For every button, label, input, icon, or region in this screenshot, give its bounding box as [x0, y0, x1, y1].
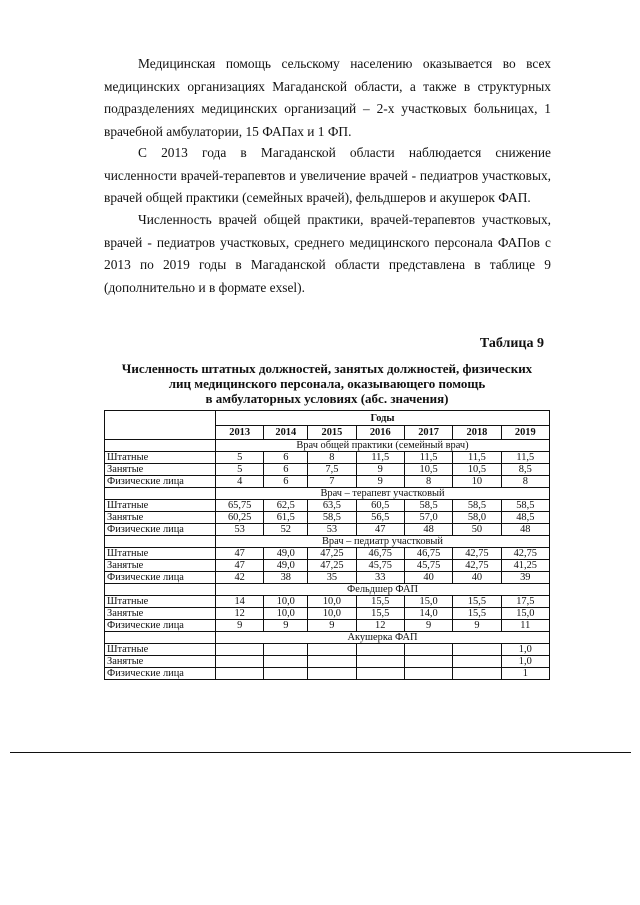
value-cell: [356, 656, 404, 668]
value-cell: 57,0: [404, 512, 452, 524]
value-cell: 45,75: [356, 560, 404, 572]
section-blank-cell: [105, 488, 216, 500]
value-cell: 15,0: [501, 608, 549, 620]
value-cell: 8,5: [501, 464, 549, 476]
table-caption-line: в амбулаторных условиях (абс. значения): [205, 391, 449, 406]
section-blank-cell: [105, 584, 216, 596]
table-data-row: [105, 464, 550, 476]
value-cell: 45,75: [404, 560, 452, 572]
row-label-cell: Физические лица: [105, 668, 216, 680]
table-data-row: [105, 560, 550, 572]
year-cell: 2013: [216, 426, 264, 440]
value-cell: 46,75: [404, 548, 452, 560]
row-label-cell: Занятые: [105, 656, 216, 668]
value-cell: 15,0: [404, 596, 452, 608]
value-cell: 47: [216, 560, 264, 572]
value-cell: [216, 644, 264, 656]
value-cell: 15,5: [453, 596, 501, 608]
value-cell: 47: [216, 548, 264, 560]
table-data-row: [105, 512, 550, 524]
value-cell: 10,0: [308, 608, 356, 620]
value-cell: 10,5: [453, 464, 501, 476]
value-cell: 12: [356, 620, 404, 632]
value-cell: 8: [404, 476, 452, 488]
table-data-row: [105, 656, 550, 668]
section-title-cell: Врач – педиатр участковый: [216, 536, 550, 548]
table-caption-line: Численность штатных должностей, занятых должностей, физических: [121, 361, 533, 376]
value-cell: [308, 644, 356, 656]
value-cell: 11,5: [453, 452, 501, 464]
row-label-cell: Занятые: [105, 608, 216, 620]
value-cell: 9: [216, 620, 264, 632]
value-cell: 40: [404, 572, 452, 584]
value-cell: 10,0: [308, 596, 356, 608]
value-cell: [453, 656, 501, 668]
table-section-row: [105, 488, 550, 500]
value-cell: [264, 668, 308, 680]
value-cell: 60,25: [216, 512, 264, 524]
table-corner-cell: [105, 411, 216, 440]
value-cell: 5: [216, 464, 264, 476]
table-data-row: [105, 548, 550, 560]
table-data-row: [105, 572, 550, 584]
value-cell: 9: [356, 464, 404, 476]
year-cell: 2016: [356, 426, 404, 440]
year-cell: 2017: [404, 426, 452, 440]
value-cell: 4: [216, 476, 264, 488]
value-cell: 47,25: [308, 548, 356, 560]
year-cell: 2019: [501, 426, 549, 440]
value-cell: 41,25: [501, 560, 549, 572]
value-cell: 58,5: [308, 512, 356, 524]
value-cell: 15,5: [356, 608, 404, 620]
value-cell: 8: [501, 476, 549, 488]
section-title-cell: Фельдшер ФАП: [216, 584, 550, 596]
years-header: Годы: [216, 411, 550, 426]
row-label-cell: Штатные: [105, 596, 216, 608]
row-label-cell: Занятые: [105, 512, 216, 524]
value-cell: 12: [216, 608, 264, 620]
section-title-cell: Врач общей практики (семейный врач): [216, 440, 550, 452]
row-label-cell: Физические лица: [105, 476, 216, 488]
value-cell: 50: [453, 524, 501, 536]
table-section-row: [105, 584, 550, 596]
paragraph-table-reference: [104, 209, 551, 299]
value-cell: 48,5: [501, 512, 549, 524]
value-cell: 49,0: [264, 548, 308, 560]
table-section-row: [105, 632, 550, 644]
value-cell: 39: [501, 572, 549, 584]
value-cell: 1,0: [501, 644, 549, 656]
paragraph-staff-trend-text: С 2013 года в Магаданской области наблюдается снижение численности врачей-терапевтов и увеличение врачей - педиатров участковых, врачей общей практики (семейных врачей), фельдшеров и акушерок ФАП.: [104, 145, 551, 206]
value-cell: 11,5: [404, 452, 452, 464]
value-cell: 58,5: [404, 500, 452, 512]
row-label-cell: Штатные: [105, 548, 216, 560]
section-blank-cell: [105, 632, 216, 644]
year-cell: 2014: [264, 426, 308, 440]
value-cell: 6: [264, 476, 308, 488]
value-cell: 63,5: [308, 500, 356, 512]
value-cell: 10,0: [264, 608, 308, 620]
value-cell: 35: [308, 572, 356, 584]
value-cell: 9: [356, 476, 404, 488]
value-cell: [264, 644, 308, 656]
value-cell: [404, 656, 452, 668]
value-cell: 9: [453, 620, 501, 632]
table-data-row: [105, 620, 550, 632]
value-cell: 42,75: [453, 548, 501, 560]
value-cell: 58,0: [453, 512, 501, 524]
value-cell: 10,5: [404, 464, 452, 476]
row-label-cell: Штатные: [105, 500, 216, 512]
value-cell: [216, 656, 264, 668]
value-cell: 53: [216, 524, 264, 536]
value-cell: 10,0: [264, 596, 308, 608]
value-cell: 53: [308, 524, 356, 536]
value-cell: [404, 668, 452, 680]
table-section-row: [105, 536, 550, 548]
value-cell: 42,75: [501, 548, 549, 560]
section-blank-cell: [105, 536, 216, 548]
value-cell: 6: [264, 452, 308, 464]
value-cell: [356, 668, 404, 680]
value-cell: 48: [501, 524, 549, 536]
value-cell: 11: [501, 620, 549, 632]
row-label-cell: Физические лица: [105, 572, 216, 584]
table-data-row: [105, 452, 550, 464]
value-cell: 9: [404, 620, 452, 632]
value-cell: 15,5: [453, 608, 501, 620]
value-cell: 58,5: [453, 500, 501, 512]
table-section-row: [105, 440, 550, 452]
table-data-row: [105, 668, 550, 680]
value-cell: 7: [308, 476, 356, 488]
table-number-label: Таблица 9: [479, 336, 544, 351]
bottom-divider: [10, 752, 631, 753]
table-data-row: [105, 608, 550, 620]
paragraph-rural-care: [104, 53, 551, 143]
value-cell: 17,5: [501, 596, 549, 608]
value-cell: [453, 668, 501, 680]
row-label-cell: Физические лица: [105, 620, 216, 632]
value-cell: 48: [404, 524, 452, 536]
value-cell: [356, 644, 404, 656]
paragraph-rural-care-text: Медицинская помощь сельскому населению оказывается во всех медицинских организациях Магаданской области, а также в структурных подразделениях медицинских организаций – 2-х участковых больницах, 1 врачебной амбулатории, 15 ФАПах и 1 ФП.: [104, 56, 551, 139]
row-label-cell: Штатные: [105, 452, 216, 464]
value-cell: 15,5: [356, 596, 404, 608]
value-cell: 14,0: [404, 608, 452, 620]
value-cell: 65,75: [216, 500, 264, 512]
table-data-row: [105, 524, 550, 536]
value-cell: 33: [356, 572, 404, 584]
table-caption: [100, 361, 554, 406]
year-cell: 2015: [308, 426, 356, 440]
section-blank-cell: [105, 440, 216, 452]
row-label-cell: Занятые: [105, 464, 216, 476]
value-cell: 1,0: [501, 656, 549, 668]
value-cell: 62,5: [264, 500, 308, 512]
table-data-row: [105, 476, 550, 488]
value-cell: [453, 644, 501, 656]
value-cell: 46,75: [356, 548, 404, 560]
value-cell: 7,5: [308, 464, 356, 476]
value-cell: 8: [308, 452, 356, 464]
table-caption-line: лиц медицинского персонала, оказывающего помощь: [168, 376, 486, 391]
paragraph-table-reference-text: Численность врачей общей практики, врачей-терапевтов участковых, врачей - педиатров участковых, среднего медицинского персонала ФАПов с 2013 по 2019 годы в Магаданской области представлена в таблице 9 (дополнительно и в формате exsel).: [104, 212, 551, 295]
value-cell: [216, 668, 264, 680]
value-cell: 1: [501, 668, 549, 680]
value-cell: 11,5: [356, 452, 404, 464]
value-cell: 6: [264, 464, 308, 476]
value-cell: 38: [264, 572, 308, 584]
value-cell: 49,0: [264, 560, 308, 572]
value-cell: 40: [453, 572, 501, 584]
value-cell: 42,75: [453, 560, 501, 572]
value-cell: 9: [308, 620, 356, 632]
table-data-row: [105, 644, 550, 656]
staffing-table: [104, 410, 550, 680]
value-cell: 11,5: [501, 452, 549, 464]
value-cell: 61,5: [264, 512, 308, 524]
value-cell: 56,5: [356, 512, 404, 524]
value-cell: 60,5: [356, 500, 404, 512]
value-cell: [308, 668, 356, 680]
value-cell: 52: [264, 524, 308, 536]
table-data-row: [105, 596, 550, 608]
value-cell: 9: [264, 620, 308, 632]
section-title-cell: Врач – терапевт участковый: [216, 488, 550, 500]
value-cell: 42: [216, 572, 264, 584]
value-cell: 14: [216, 596, 264, 608]
value-cell: [264, 656, 308, 668]
value-cell: [404, 644, 452, 656]
table-header-row: [105, 411, 550, 426]
value-cell: 58,5: [501, 500, 549, 512]
value-cell: 10: [453, 476, 501, 488]
row-label-cell: Физические лица: [105, 524, 216, 536]
year-cell: 2018: [453, 426, 501, 440]
row-label-cell: Штатные: [105, 644, 216, 656]
table-data-row: [105, 500, 550, 512]
value-cell: 47,25: [308, 560, 356, 572]
paragraph-staff-trend: [104, 142, 551, 210]
value-cell: 5: [216, 452, 264, 464]
value-cell: 47: [356, 524, 404, 536]
section-title-cell: Акушерка ФАП: [216, 632, 550, 644]
row-label-cell: Занятые: [105, 560, 216, 572]
value-cell: [308, 656, 356, 668]
